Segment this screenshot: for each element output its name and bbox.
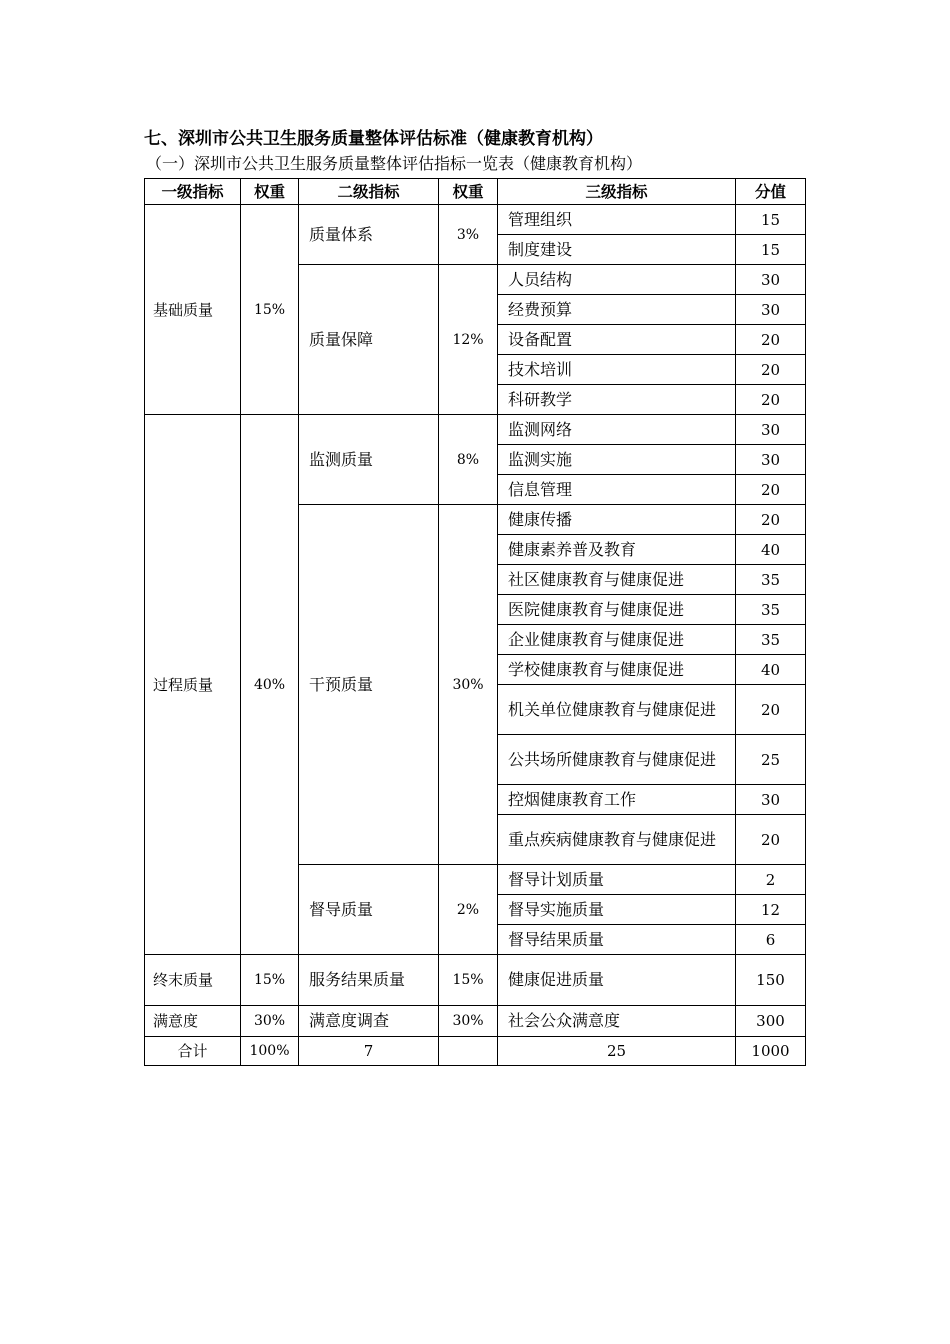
score-cell: 25: [736, 735, 806, 785]
table-row: [145, 205, 806, 235]
level3-cell: 人员结构: [498, 265, 736, 295]
score-cell: 20: [736, 815, 806, 865]
weight1-cell: 15%: [241, 205, 299, 415]
table-row: [145, 955, 806, 1006]
section-title: 七、深圳市公共卫生服务质量整体评估标准（健康教育机构）: [144, 129, 603, 149]
score-cell: 12: [736, 895, 806, 925]
level3-cell: 社区健康教育与健康促进: [498, 565, 736, 595]
level3-cell: 技术培训: [498, 355, 736, 385]
level3-cell: 制度建设: [498, 235, 736, 265]
score-cell: 20: [736, 475, 806, 505]
weight2-cell: 30%: [439, 1006, 498, 1037]
level3-cell: 公共场所健康教育与健康促进: [498, 735, 736, 785]
level2-cell: 满意度调查: [299, 1006, 439, 1037]
score-cell: 20: [736, 505, 806, 535]
score-cell: 20: [736, 325, 806, 355]
score-cell: 20: [736, 685, 806, 735]
weight2-cell: 30%: [439, 505, 498, 865]
level1-cell: 终末质量: [145, 955, 241, 1006]
header-row: [145, 179, 806, 205]
header-weight1: 权重: [241, 179, 299, 205]
level3-cell: 医院健康教育与健康促进: [498, 595, 736, 625]
level3-cell: 健康传播: [498, 505, 736, 535]
score-cell: 40: [736, 655, 806, 685]
total-weight2: [439, 1037, 498, 1066]
score-cell: 30: [736, 415, 806, 445]
level3-cell: 督导实施质量: [498, 895, 736, 925]
score-cell: 35: [736, 565, 806, 595]
table-row: [145, 415, 806, 445]
header-score: 分值: [736, 179, 806, 205]
table-row: [145, 1006, 806, 1037]
level3-cell: 机关单位健康教育与健康促进: [498, 685, 736, 735]
level2-cell: 干预质量: [299, 505, 439, 865]
total-label: 合计: [145, 1037, 241, 1066]
level3-cell: 学校健康教育与健康促进: [498, 655, 736, 685]
level3-cell: 企业健康教育与健康促进: [498, 625, 736, 655]
level2-cell: 督导质量: [299, 865, 439, 955]
level3-cell: 控烟健康教育工作: [498, 785, 736, 815]
header-level2: 二级指标: [299, 179, 439, 205]
score-cell: 30: [736, 445, 806, 475]
level3-cell: 设备配置: [498, 325, 736, 355]
header-level1: 一级指标: [145, 179, 241, 205]
score-cell: 40: [736, 535, 806, 565]
level3-cell: 管理组织: [498, 205, 736, 235]
header-level3: 三级指标: [498, 179, 736, 205]
level3-cell: 重点疾病健康教育与健康促进: [498, 815, 736, 865]
level3-cell: 督导计划质量: [498, 865, 736, 895]
table-caption: （一）深圳市公共卫生服务质量整体评估指标一览表（健康教育机构）: [146, 154, 643, 173]
score-cell: 20: [736, 355, 806, 385]
level3-cell: 健康促进质量: [498, 955, 736, 1006]
score-cell: 20: [736, 385, 806, 415]
score-cell: 30: [736, 785, 806, 815]
level3-cell: 监测网络: [498, 415, 736, 445]
level3-cell: 督导结果质量: [498, 925, 736, 955]
weight2-cell: 2%: [439, 865, 498, 955]
level3-cell: 信息管理: [498, 475, 736, 505]
level2-cell: 服务结果质量: [299, 955, 439, 1006]
level1-cell: 基础质量: [145, 205, 241, 415]
score-cell: 35: [736, 625, 806, 655]
level1-cell: 满意度: [145, 1006, 241, 1037]
score-cell: 30: [736, 295, 806, 325]
total-score: 1000: [736, 1037, 806, 1066]
weight1-cell: 40%: [241, 415, 299, 955]
score-cell: 300: [736, 1006, 806, 1037]
level2-cell: 质量保障: [299, 265, 439, 415]
level3-cell: 社会公众满意度: [498, 1006, 736, 1037]
total-level3-count: 25: [498, 1037, 736, 1066]
score-cell: 2: [736, 865, 806, 895]
score-cell: 150: [736, 955, 806, 1006]
weight2-cell: 12%: [439, 265, 498, 415]
score-cell: 15: [736, 235, 806, 265]
score-cell: 6: [736, 925, 806, 955]
score-cell: 35: [736, 595, 806, 625]
header-weight2: 权重: [439, 179, 498, 205]
level3-cell: 经费预算: [498, 295, 736, 325]
total-level2-count: 7: [299, 1037, 439, 1066]
weight1-cell: 15%: [241, 955, 299, 1006]
total-row: [145, 1037, 806, 1066]
total-weight1: 100%: [241, 1037, 299, 1066]
score-cell: 30: [736, 265, 806, 295]
weight1-cell: 30%: [241, 1006, 299, 1037]
score-cell: 15: [736, 205, 806, 235]
weight2-cell: 8%: [439, 415, 498, 505]
level3-cell: 监测实施: [498, 445, 736, 475]
level2-cell: 监测质量: [299, 415, 439, 505]
weight2-cell: 15%: [439, 955, 498, 1006]
evaluation-table: [144, 178, 806, 1066]
level3-cell: 科研教学: [498, 385, 736, 415]
level2-cell: 质量体系: [299, 205, 439, 265]
level3-cell: 健康素养普及教育: [498, 535, 736, 565]
weight2-cell: 3%: [439, 205, 498, 265]
level1-cell: 过程质量: [145, 415, 241, 955]
